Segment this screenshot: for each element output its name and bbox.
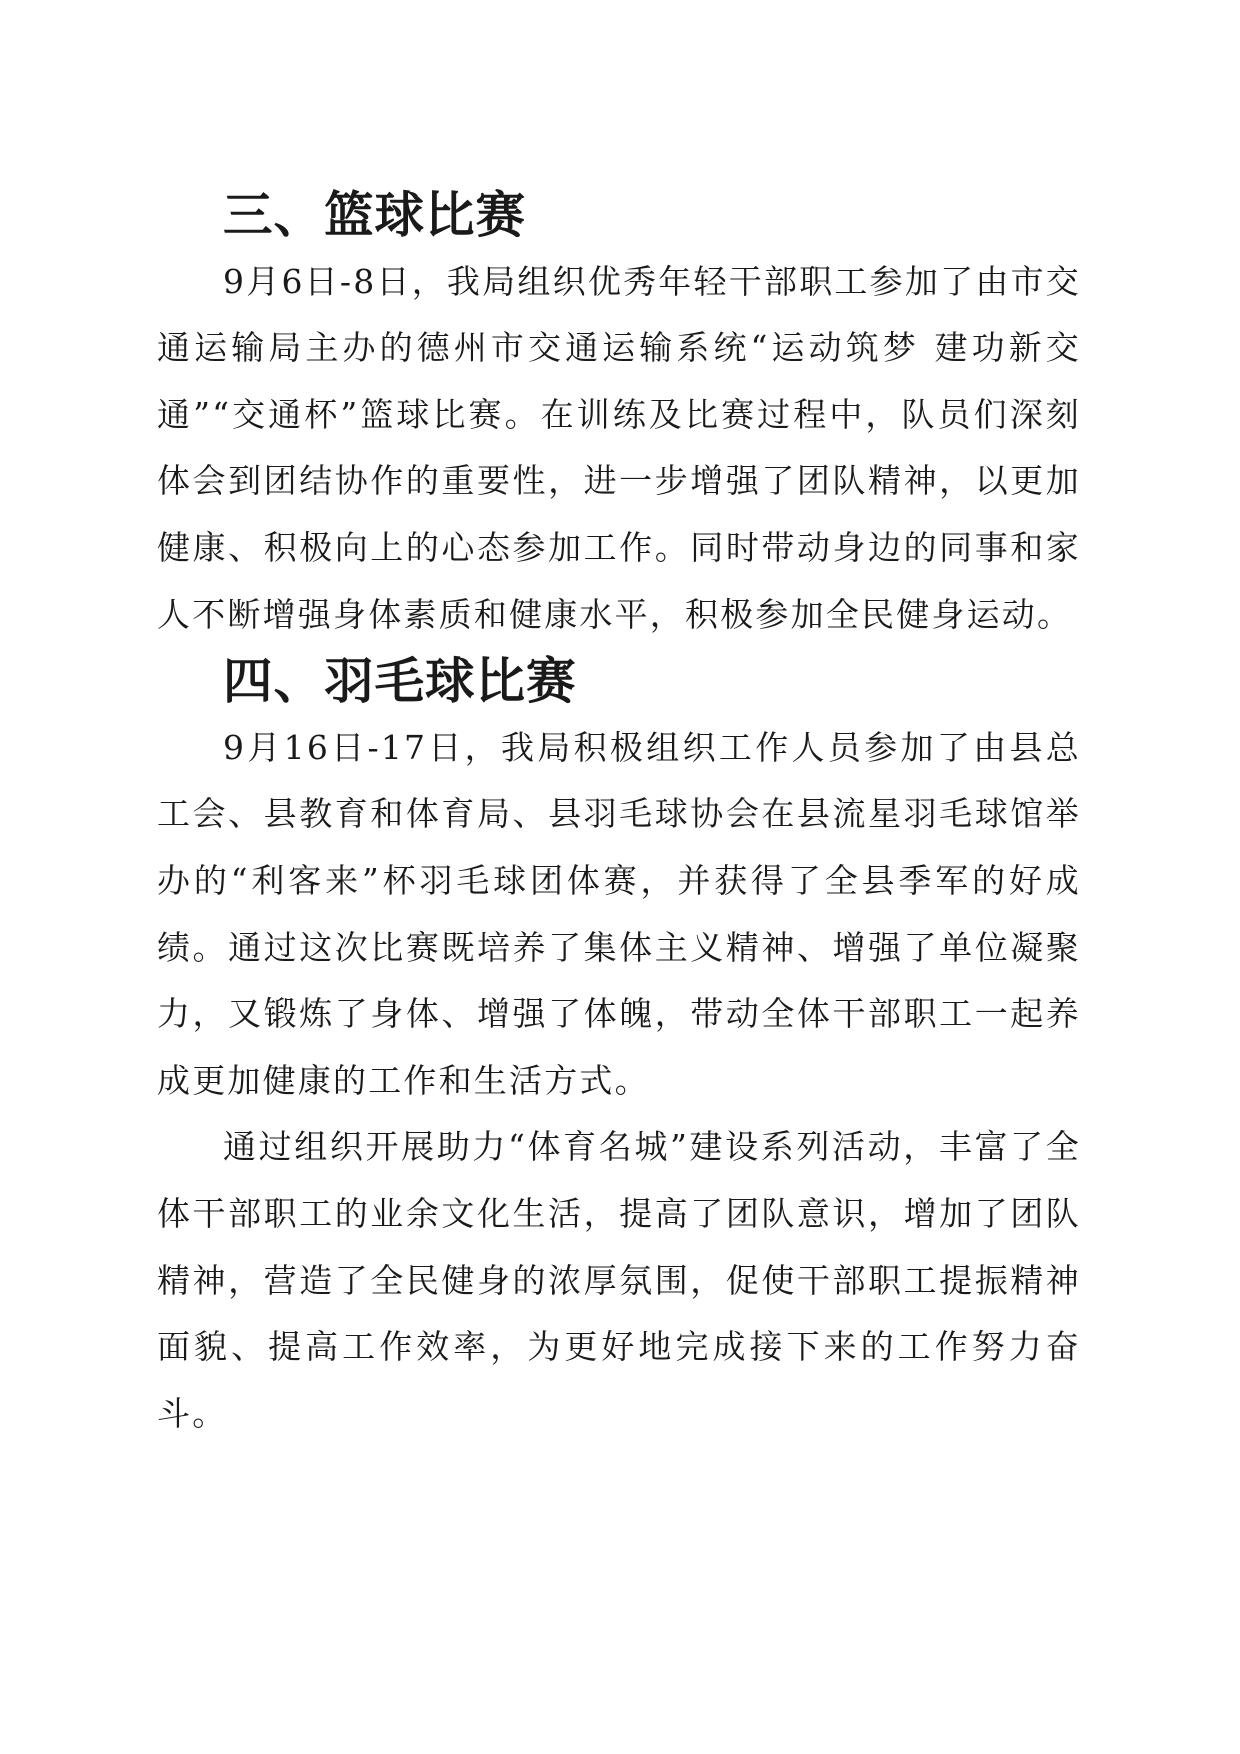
paragraph-basketball: 9月6日-8日，我局组织优秀年轻干部职工参加了由市交通运输局主办的德州市交通运输系统“运动筑梦 建功新交通”“交通杯”篮球比赛。在训练及比赛过程中，队员们深刻体会到团结协作的重要性，进一步增强了团队精神，以更加健康、积极向上的心态参加工作。同时带动身边的同事和家人不断增强身体素质和健康水平，积极参加全民健身运动。 <box>157 261 1081 634</box>
document-body <box>157 182 1081 1447</box>
section-heading-basketball: 三、篮球比赛 <box>223 186 526 244</box>
paragraph-conclusion: 通过组织开展助力“体育名城”建设系列活动，丰富了全体干部职工的业余文化生活，提高了团队意识，增加了团队精神，营造了全民健身的浓厚氛围，促使干部职工提振精神面貌、提高工作效率，为更好地完成接下来的工作努力奋斗。 <box>157 1127 1081 1433</box>
section-heading-badminton: 四、羽毛球比赛 <box>223 652 577 711</box>
paragraph-badminton: 9月16日-17日，我局积极组织工作人员参加了由县总工会、县教育和体育局、县羽毛球协会在县流星羽毛球馆举办的“利客来”杯羽毛球团体赛，并获得了全县季军的好成绩。通过这次比赛既培养了集体主义精神、增强了单位凝聚力，又锻炼了身体、增强了体魄，带动全体干部职工一起养成更加健康的工作和生活方式。 <box>157 727 1081 1100</box>
